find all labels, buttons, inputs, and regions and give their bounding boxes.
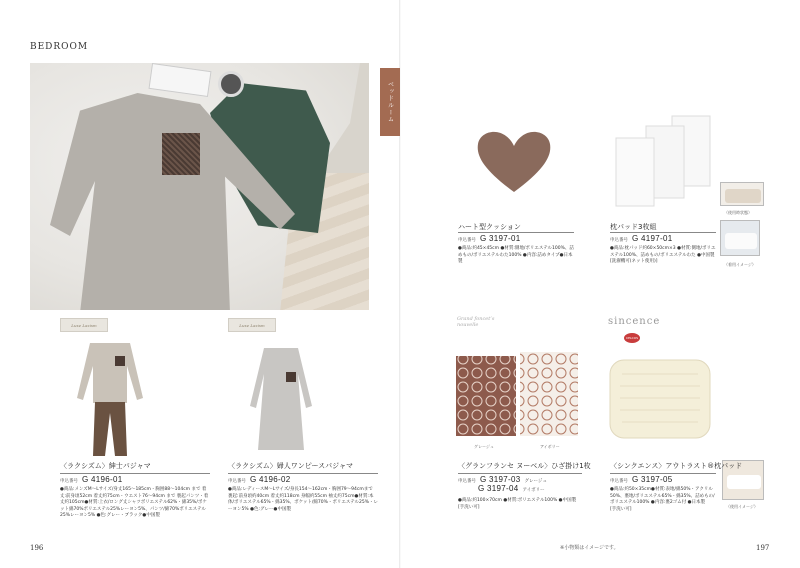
celcos-badge: CELCOS [624, 333, 640, 343]
page-number-right: 197 [756, 544, 770, 552]
page-number-left: 196 [30, 544, 44, 552]
code-label: 申込番号 [610, 479, 628, 484]
code-label: 申込番号 [458, 238, 476, 243]
code-row [60, 475, 123, 484]
blanket-caption: グレージュ [474, 444, 494, 449]
photo-caption: （使用イメージ） [726, 504, 758, 509]
divider [60, 473, 210, 474]
product-name: 〈ラクシズム〉婦人ワンピースパジャマ [228, 462, 354, 470]
product-description: ●商品:約45×45cm ●材質:側地/ポリエステル100%、詰めもの/ポリエステルわた100% ●内容:詰めタイプ●日本製 [458, 246, 574, 264]
hero-photo [30, 63, 369, 310]
side-tab-label: ベッドルーム [386, 81, 394, 123]
product-code: G 4197-01 [632, 234, 673, 243]
brand-logo-sincence: sincence [608, 316, 661, 327]
product-code: G 3197-03 [480, 475, 521, 484]
brand-logo-luxe-2: Luxe Lazism [228, 318, 276, 332]
product-name: 〈グランフランセ ヌーベル〉ひざ掛け1枚 [458, 462, 591, 470]
product-code: G 4196-02 [250, 475, 291, 484]
product-name: 〈ラクシズム〉紳士パジャマ [60, 462, 151, 470]
code-block [458, 475, 547, 493]
divider [610, 473, 716, 474]
brand-logo-grand-francais: Grand foncet’s nouvelle [457, 316, 495, 328]
pillow-pads-image [606, 112, 714, 208]
product-description: ●商品:約100×70cm ●材質:ポリエステル100% ●中国製 [手洗い可] [458, 498, 577, 510]
product-description: ●商品:約50×35cm●材質:表地/綿50%・アクリル50%、裏地/ポリエステル65%・綿35%、詰めもの/ポリエステル100% ●内容:裏2ゴム付 ●日本製 [手洗い可] [610, 487, 715, 512]
pillow-wear-photo [720, 220, 760, 256]
footer-note: ※小物類はイメージです。 [560, 545, 619, 551]
code-label: 申込番号 [610, 238, 628, 243]
product-description: ●商品:枕パッド約60×50cm×3 ●材質:側地/ポリエステル100%、詰めもの/ポリエステルわた ●中国製 [洗濯機可(ネット使用)] [610, 246, 716, 264]
divider [458, 232, 574, 233]
code-row [228, 475, 291, 484]
mens-pajama-image [75, 338, 145, 460]
mug [218, 71, 244, 97]
code-row [610, 475, 673, 484]
color-variant: グレージュ [524, 479, 547, 484]
pajama-pocket [162, 133, 200, 175]
divider [228, 473, 378, 474]
product-code: G 3197-01 [480, 234, 521, 243]
outlast-pad-image [608, 356, 712, 442]
blankets-image [456, 352, 578, 444]
photo-caption: （着用イメージ） [724, 262, 756, 267]
product-code: G 3197-05 [632, 475, 673, 484]
product-description: ●商品:レディースM～Lサイズ/身長154～162cm・胸囲79～94cmまで 裏起:前身頃約40cm 着丈約118cm 身幅約55cm 袖丈約75cm●材質:本体/ポリエステル65%・綿35%、ポケット/綿70%・ポリエステル25%・レーヨン5% ●色:グレー●中国製 [228, 487, 379, 512]
section-side-tab [380, 68, 400, 136]
pillow-use-photo [720, 182, 764, 206]
code-label: 申込番号 [458, 479, 476, 484]
divider [458, 473, 582, 474]
code-label: 申込番号 [228, 479, 246, 484]
code-row [458, 234, 521, 243]
heart-cushion-image [474, 126, 554, 196]
code-row [610, 234, 673, 243]
product-name: 枕パッド3枚組 [610, 223, 657, 231]
blanket-caption: アイボリー [540, 444, 560, 449]
section-title: BEDROOM [30, 42, 89, 52]
code-row [458, 475, 547, 484]
code-label: 申込番号 [60, 479, 78, 484]
product-name: 〈シンクエンス〉アウトラスト®枕パッド [610, 462, 743, 470]
product-description: ●商品:メンズM～Lサイズ/身丈165～185cm・胸囲88～104cm まで 着丈:前身頃52cm 着丈約75cm・ウエスト76～94cm まで 裏起パンツ・着丈約105cm●材質:上衣/ロング丈シャツボリエステル62%・綿35%/ポケット綿70%ポリエステル25%レーヨン5%、パンツ/綿70%ポリエステル25%レーヨン5% ●色:グレー・ブラック●中国製 [60, 487, 209, 518]
divider [610, 232, 716, 233]
brand-logo-luxe-1: Luxe Lazism [60, 318, 108, 332]
product-code: G 4196-01 [82, 475, 123, 484]
photo-caption: （使用時状態） [724, 210, 752, 215]
product-name: ハート型クッション [458, 223, 521, 231]
code-row [478, 484, 547, 493]
color-variant: アイボリー [522, 488, 545, 493]
product-code: G 3197-04 [478, 484, 519, 493]
womens-pajama-image [246, 346, 316, 452]
